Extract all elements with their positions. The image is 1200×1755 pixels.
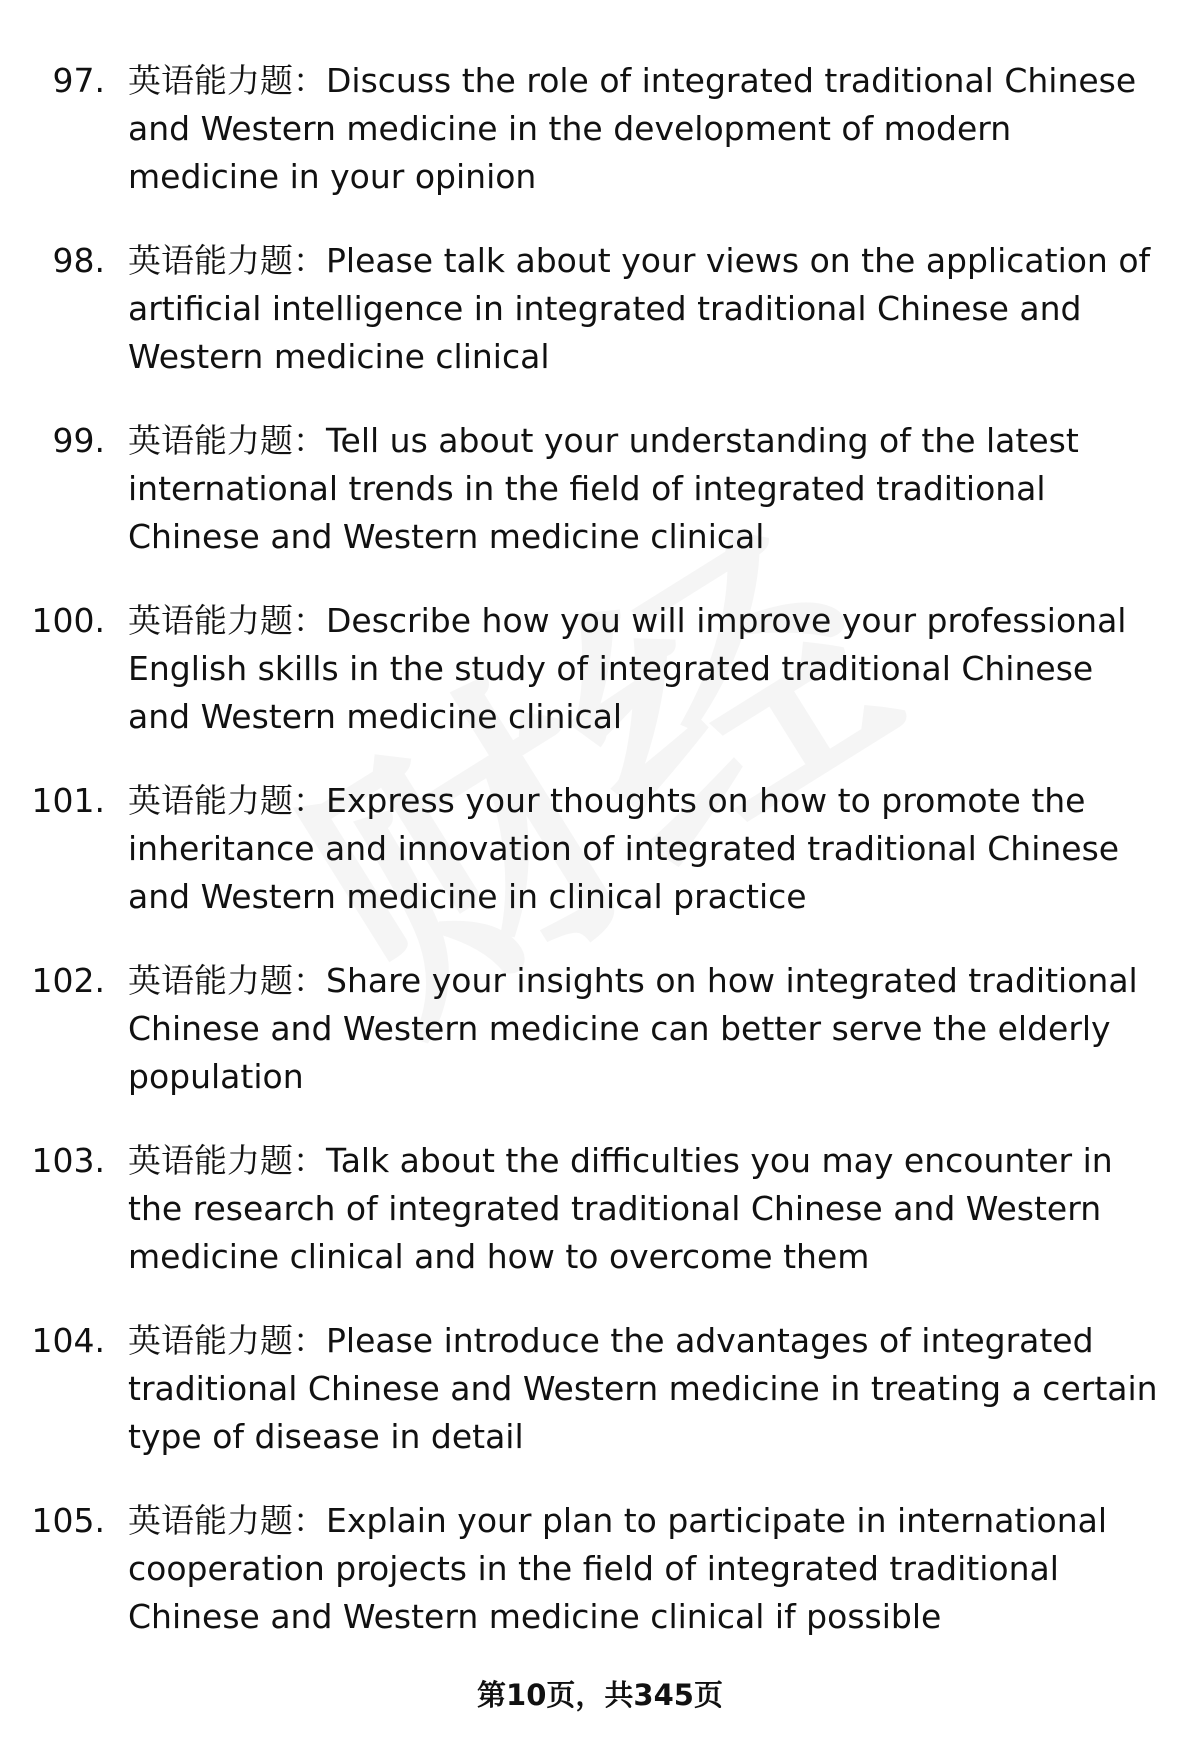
question-text: Express your thoughts on how to promote the inheritance and innovation of integrated traditional Chinese and Western medicine in clinical practice <box>128 781 1120 916</box>
question-text: Please introduce the advantages of integrated traditional Chinese and Western medicine in treating a certain type of disease in detail <box>128 1321 1158 1456</box>
question-category: 英语能力题： <box>128 1321 326 1360</box>
question-category: 英语能力题： <box>128 421 326 460</box>
question-number: 99. <box>52 421 105 460</box>
page-footer: 第10页，共345页 <box>477 1678 723 1712</box>
question-category: 英语能力题： <box>128 601 326 640</box>
question-item <box>0 597 1200 777</box>
question-body <box>128 957 1158 1101</box>
question-body <box>128 1317 1158 1461</box>
question-category: 英语能力题： <box>128 1501 326 1540</box>
question-body <box>128 237 1158 381</box>
question-number: 103. <box>31 1141 105 1180</box>
question-body <box>128 57 1158 201</box>
question-list <box>0 57 1200 1677</box>
question-item <box>0 1497 1200 1677</box>
question-category: 英语能力题： <box>128 61 326 100</box>
question-number: 104. <box>31 1321 105 1360</box>
question-category: 英语能力题： <box>128 781 326 820</box>
question-number: 100. <box>31 601 105 640</box>
question-body <box>128 417 1158 561</box>
question-text: Share your insights on how integrated traditional Chinese and Western medicine can better serve the elderly population <box>128 961 1138 1096</box>
question-number: 98. <box>52 241 105 280</box>
question-item <box>0 237 1200 417</box>
question-text: Talk about the difficulties you may encounter in the research of integrated traditional Chinese and Western medicine clinical and how to overcome them <box>128 1141 1113 1276</box>
question-item <box>0 57 1200 237</box>
question-body <box>128 1497 1158 1641</box>
question-number: 101. <box>31 781 105 820</box>
question-text: Tell us about your understanding of the latest international trends in the field of integrated traditional Chinese and Western medicine clinical <box>128 421 1079 556</box>
question-body <box>128 1137 1158 1281</box>
question-text: Describe how you will improve your professional English skills in the study of integrated traditional Chinese and Western medicine clinical <box>128 601 1127 736</box>
question-text: Please talk about your views on the application of artificial intelligence in integrated traditional Chinese and Western medicine clinical <box>128 241 1151 376</box>
question-number: 105. <box>31 1501 105 1540</box>
question-number: 97. <box>52 61 105 100</box>
question-body <box>128 597 1158 741</box>
question-item <box>0 417 1200 597</box>
question-item <box>0 777 1200 957</box>
question-body <box>128 777 1158 921</box>
question-category: 英语能力题： <box>128 241 326 280</box>
question-text: Explain your plan to participate in international cooperation projects in the field of integrated traditional Chinese and Western medicine clinical if possible <box>128 1501 1108 1636</box>
question-item <box>0 1317 1200 1497</box>
question-number: 102. <box>31 961 105 1000</box>
question-item <box>0 1137 1200 1317</box>
question-category: 英语能力题： <box>128 961 326 1000</box>
question-text: Discuss the role of integrated traditional Chinese and Western medicine in the development of modern medicine in your opinion <box>128 61 1137 196</box>
question-item <box>0 957 1200 1137</box>
question-category: 英语能力题： <box>128 1141 326 1180</box>
